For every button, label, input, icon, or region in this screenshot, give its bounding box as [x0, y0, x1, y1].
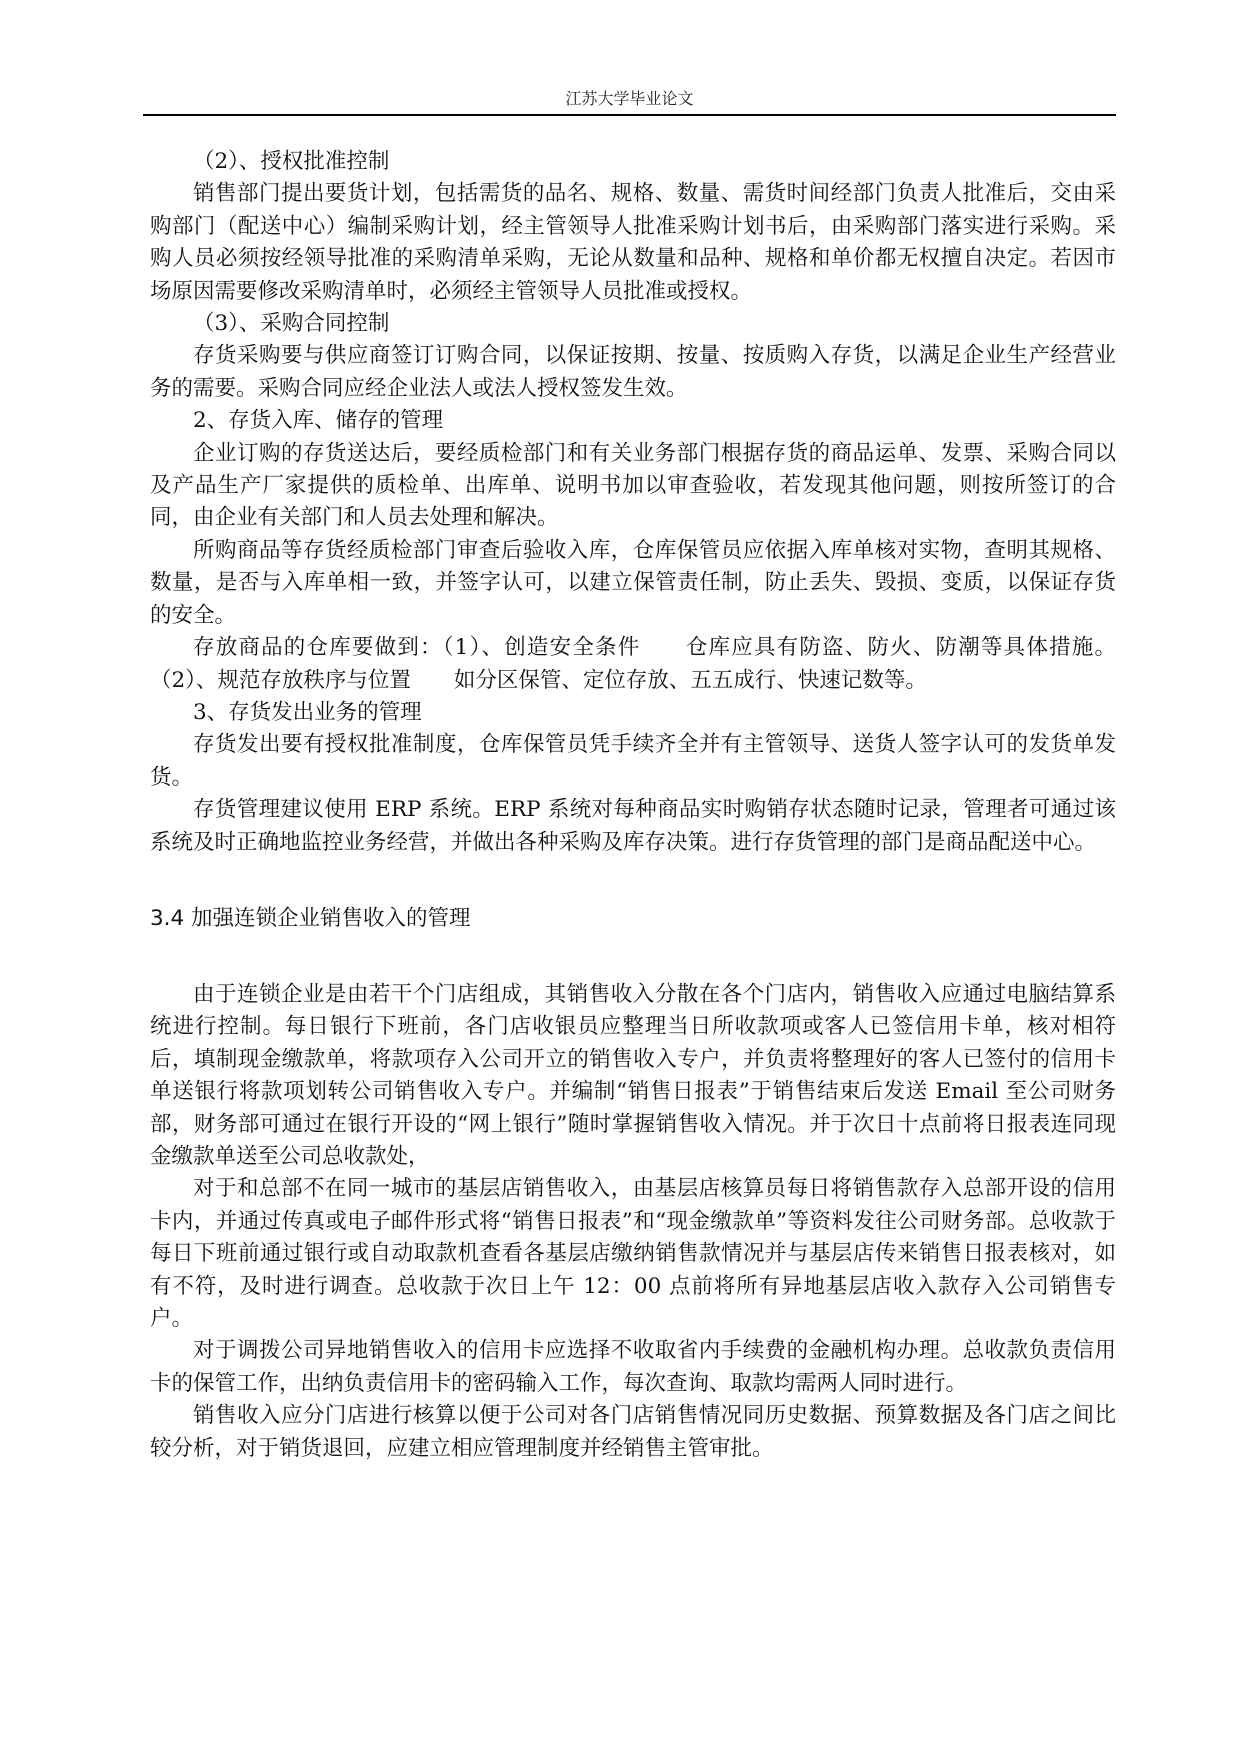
- paragraph-contract: 存货采购要与供应商签订订购合同，以保证按期、按量、按质购入存货，以满足企业生产经营业务的需要。采购合同应经企业法人或法人授权签发生效。: [150, 343, 1116, 401]
- subheading-contract-control: （3）、采购合同控制: [193, 311, 390, 337]
- paragraph-warehouse-requirements: 存放商品的仓库要做到：（1）、创造安全条件 仓库应具有防盗、防火、防潮等具体措施。（2）、规范存放秩序与位置 如分区保管、定位存放、五五成行、快速记数等。: [150, 635, 1116, 693]
- page-header: 江苏大学毕业论文: [565, 89, 694, 108]
- subheading-dispatch-management: 3、存货发出业务的管理: [193, 699, 422, 725]
- paragraph-dispatch: 存货发出要有授权批准制度，仓库保管员凭手续齐全并有主管领导、送货人签字认可的发货单发货。: [150, 732, 1116, 790]
- header-rule: [143, 114, 1116, 116]
- paragraph-erp: 存货管理建议使用 ERP 系统。ERP 系统对每种商品实时购销存状态随时记录，管理者可通过该系统及时正确地监控业务经营，并做出各种采购及库存决策。进行存货管理的部门是商品配送中心。: [150, 797, 1116, 855]
- section-title: 3.4 加强连锁企业销售收入的管理: [150, 905, 471, 931]
- subheading-authorization-control: （2）、授权批准控制: [193, 149, 390, 174]
- paragraph-inspection: 企业订购的存货送达后，要经质检部门和有关业务部门根据存货的商品运单、发票、采购合同以及产品生产厂家提供的质检单、出库单、说明书加以审查验收，若发现其他问题，则按所签订的合同，由企业有关部门和人员去处理和解决。: [150, 440, 1116, 531]
- document-body: [150, 146, 1116, 1465]
- paragraph-purchase-plan: 销售部门提出要货计划，包括需货的品名、规格、数量、需货时间经部门负责人批准后，交由采购部门（配送中心）编制采购计划，经主管领导人批准采购计划书后，由采购部门落实进行采购。采购人员必须按经领导批准的采购清单采购，无论从数量和品种、规格和单价都无权擅自决定。若因市场原因需要修改采购清单时，必须经主管领导人员批准或授权。: [150, 181, 1116, 304]
- paragraph-remote-stores: 对于和总部不在同一城市的基层店销售收入，由基层店核算员每日将销售款存入总部开设的信用卡内，并通过传真或电子邮件形式将“销售日报表”和“现金缴款单”等资料发往公司财务部。总收款于每日下班前通过银行或自动取款机查看各基层店缴纳销售款情况并与基层店传来销售日报表核对，如有不符，及时进行调查。总收款于次日上午 12：00 点前将所有异地基层店收入款存入公司销售专户。: [150, 1176, 1116, 1331]
- paragraph-accounting: 销售收入应分门店进行核算以便于公司对各门店销售情况同历史数据、预算数据及各门店之间比较分析，对于销货退回，应建立相应管理制度并经销售主管审批。: [150, 1403, 1116, 1461]
- paragraph-credit-card: 对于调拨公司异地销售收入的信用卡应选择不收取省内手续费的金融机构办理。总收款负责信用卡的保管工作，出纳负责信用卡的密码输入工作，每次查询、取款均需两人同时进行。: [150, 1338, 1116, 1396]
- subheading-storage-management: 2、存货入库、储存的管理: [193, 408, 444, 434]
- paragraph-warehouse-receipt: 所购商品等存货经质检部门审查后验收入库，仓库保管员应依据入库单核对实物，查明其规格、数量，是否与入库单相一致，并签字认可，以建立保管责任制，防止丢失、毁损、变质，以保证存货的安全。: [150, 537, 1116, 628]
- paragraph-sales-income: 由于连锁企业是由若干个门店组成，其销售收入分散在各个门店内，销售收入应通过电脑结算系统进行控制。每日银行下班前，各门店收银员应整理当日所收款项或客人已签信用卡单，核对相符后，填制现金缴款单，将款项存入公司开立的销售收入专户，并负责将整理好的客人已签付的信用卡单送银行将款项划转公司销售收入专户。并编制“销售日报表”于销售结束后发送 Email 至公司财务部，财务部可通过在银行开设的“网上银行”随时掌握销售收入情况。并于次日十点前将日报表连同现金缴款单送至公司总收款处，: [150, 981, 1116, 1169]
